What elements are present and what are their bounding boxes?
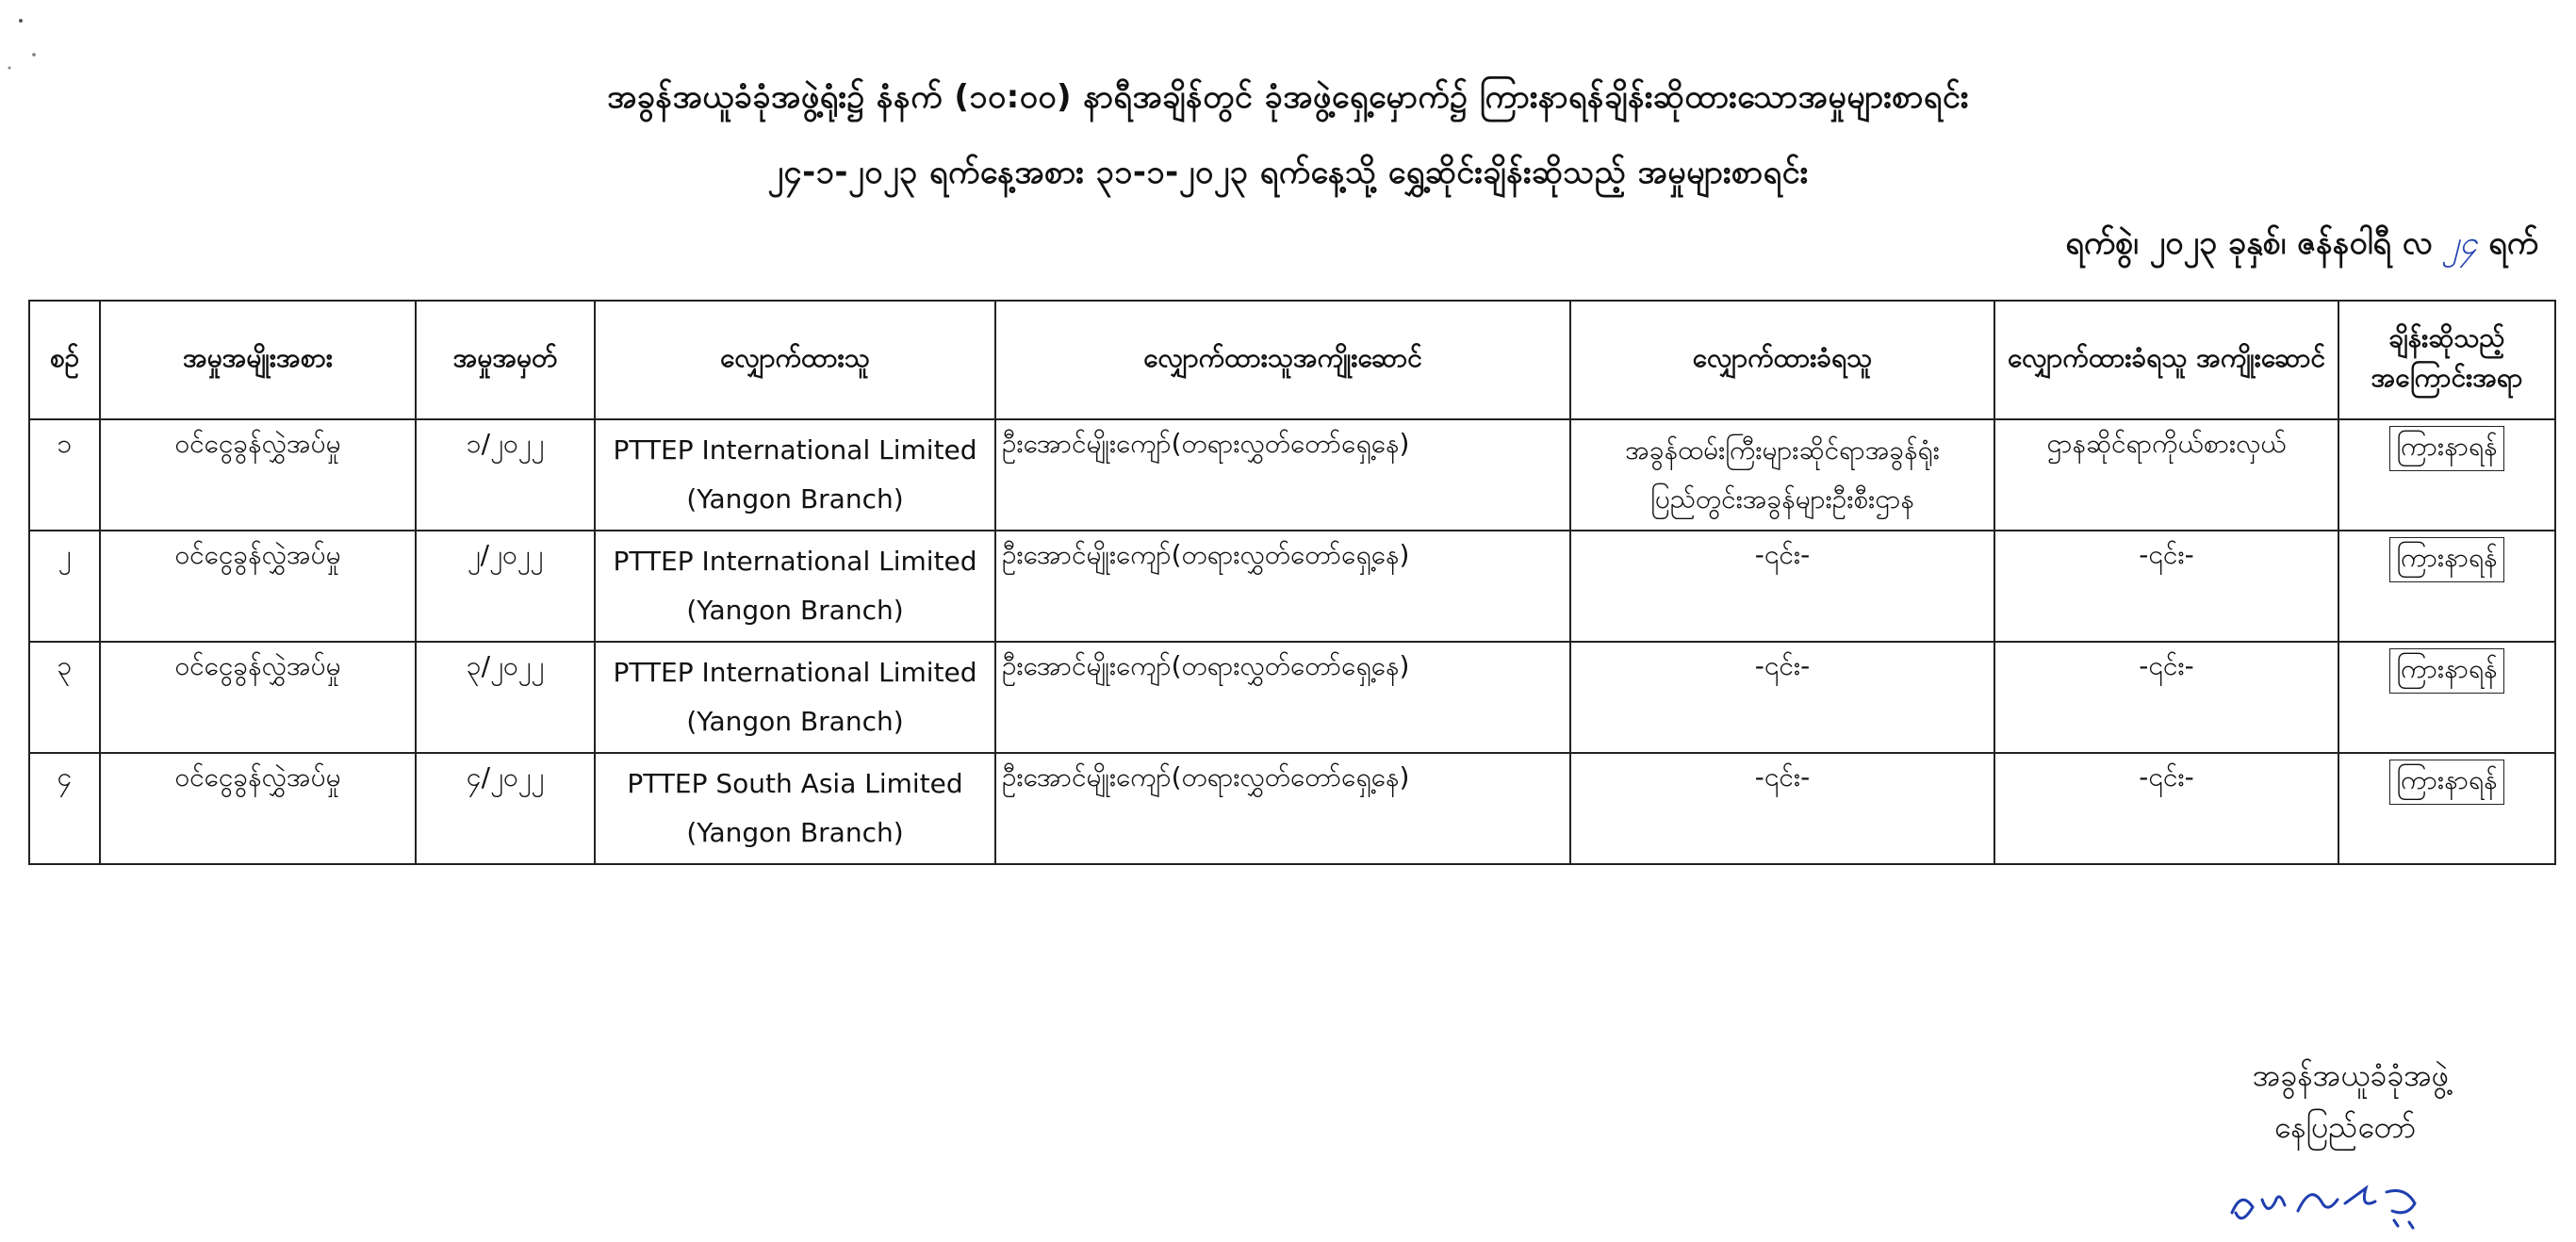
scan-specks [0,0,57,75]
table-row [29,642,2555,753]
table-row [29,531,2555,642]
applicant-branch: (Yangon Branch) [686,595,904,626]
respondent-representative: -၎င်း- [1994,642,2338,753]
date-prefix: ရက်စွဲ၊ ၂၀၂၃ ခုနှစ်၊ ဇန်နဝါရီ လ [2065,224,2433,262]
col-header-applicant: လျှောက်ထားသူ [595,301,995,419]
document-date [2065,221,2538,270]
table-row [29,419,2555,531]
purpose-cell [2338,753,2555,864]
applicant [595,753,995,864]
case-schedule-table [28,300,2556,865]
applicant-representative: ဦးအောင်မျိုးကျော်(တရားလွှတ်တော်ရှေ့နေ) [995,642,1570,753]
col-header-no: စဉ် [29,301,100,419]
col-header-case-no: အမှုအမှတ် [416,301,595,419]
applicant-name: PTTEP South Asia Limited [627,768,963,799]
purpose-label: ကြားနာရန် [2389,426,2503,471]
purpose-cell [2338,642,2555,753]
applicant-representative: ဦးအောင်မျိုးကျော်(တရားလွှတ်တော်ရှေ့နေ) [995,753,1570,864]
applicant [595,642,995,753]
case-type: ဝင်ငွေခွန်လွှဲအပ်မှု [100,642,416,753]
purpose-label: ကြားနာရန် [2389,537,2503,582]
table-row [29,753,2555,864]
page-title: အခွန်အယူခံခုံအဖွဲ့ရုံး၌ နံနက် (၁၀:၀၀) နာရီအချိန်တွင် ခုံအဖွဲ့ရှေ့မှောက်၌ ကြားနာရန်ချိန်းဆိုထားသောအမှုများစာရင်း [607,78,1969,116]
purpose-cell [2338,419,2555,531]
purpose-label: ကြားနာရန် [2389,760,2503,805]
applicant [595,419,995,531]
purpose-cell [2338,531,2555,642]
applicant-branch: (Yangon Branch) [686,706,904,737]
purpose-label: ကြားနာရန် [2389,648,2503,694]
row-no: ၁ [29,419,100,531]
date-day-handwritten: ၂၄ [2443,224,2478,262]
case-type: ဝင်ငွေခွန်လွှဲအပ်မှု [100,419,416,531]
case-type: ဝင်ငွေခွန်လွှဲအပ်မှု [100,531,416,642]
respondent-representative: -၎င်း- [1994,753,2338,864]
row-no: ၂ [29,531,100,642]
col-header-case-type: အမှုအမျိုးအစား [100,301,416,419]
applicant-representative: ဦးအောင်မျိုးကျော်(တရားလွှတ်တော်ရှေ့နေ) [995,531,1570,642]
applicant [595,531,995,642]
signatory-organization: အခွန်အယူခံခုံအဖွဲ့ [2252,1057,2449,1093]
col-header-respondent-rep: လျှောက်ထားခံရသူ အကျိုးဆောင် [1994,301,2338,419]
col-header-purpose: ချိန်းဆိုသည့် အကြောင်းအရာ [2338,301,2555,419]
applicant-name: PTTEP International Limited [613,434,977,466]
respondent: -၎င်း- [1570,753,1994,864]
respondent: -၎င်း- [1570,531,1994,642]
row-no: ၃ [29,642,100,753]
applicant-name: PTTEP International Limited [613,546,977,577]
signatory-place: နေပြည်တော် [2273,1109,2416,1145]
respondent-representative: -၎င်း- [1994,531,2338,642]
handwritten-signature [2224,1154,2432,1239]
respondent-representative: ဌာနဆိုင်ရာကိုယ်စားလှယ် [1994,419,2338,531]
date-suffix: ရက် [2488,224,2538,262]
case-number: ၃/၂၀၂၂ [416,642,595,753]
case-number: ၁/၂၀၂၂ [416,419,595,531]
respondent-line2: ပြည်တွင်းအခွန်များဦးစီးဌာန [1650,483,1914,515]
case-number: ၂/၂၀၂၂ [416,531,595,642]
case-number: ၄/၂၀၂၂ [416,753,595,864]
applicant-representative: ဦးအောင်မျိုးကျော်(တရားလွှတ်တော်ရှေ့နေ) [995,419,1570,531]
applicant-branch: (Yangon Branch) [686,483,904,515]
respondent [1570,419,1994,531]
applicant-name: PTTEP International Limited [613,657,977,688]
applicant-branch: (Yangon Branch) [686,817,904,848]
row-no: ၄ [29,753,100,864]
col-header-respondent: လျှောက်ထားခံရသူ [1570,301,1994,419]
col-header-applicant-rep: လျှောက်ထားသူအကျိုးဆောင် [995,301,1570,419]
respondent-line1: အခွန်ထမ်းကြီးများဆိုင်ရာအခွန်ရုံး [1625,434,1940,466]
respondent: -၎င်း- [1570,642,1994,753]
table-header-row [29,301,2555,419]
page-subtitle: ၂၄-၁-၂၀၂၃ ရက်နေ့အစား ၃၁-၁-၂၀၂၃ ရက်နေ့သို့ ရွှေ့ဆိုင်းချိန်းဆိုသည့် အမှုများစာရင်း [767,154,1809,191]
case-type: ဝင်ငွေခွန်လွှဲအပ်မှု [100,753,416,864]
